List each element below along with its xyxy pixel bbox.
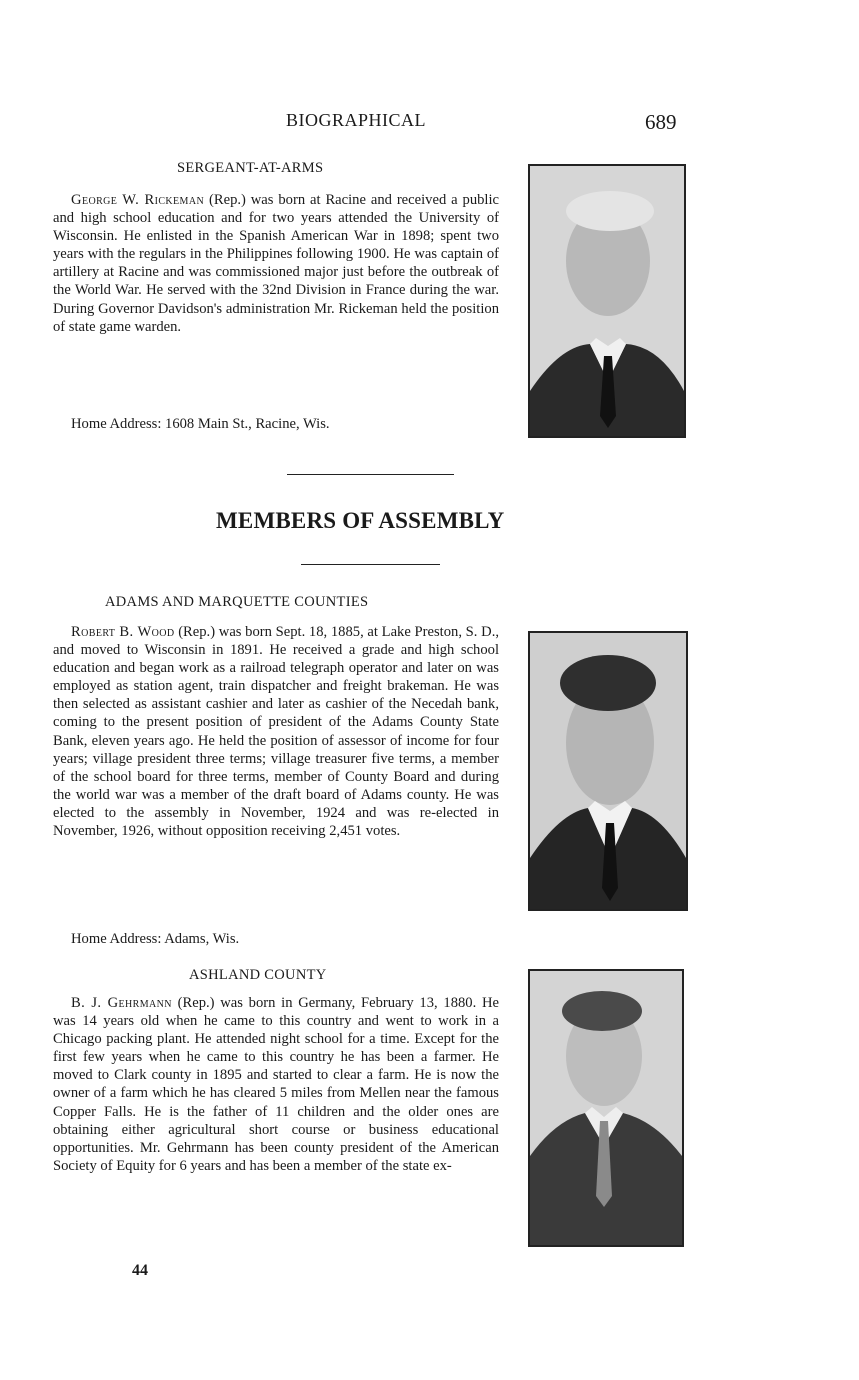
bio-text: (Rep.) was born in Germany, February 13, 1880. He was 14 years old when he came to this country and went to work in a Chicago packing plant. He attended night school for a time. Except for the first few years when he came to this country he has been a farmer. He moved to Clark county in 1895 and started to clear a farm. He is now the owner of a farm which he has cleared 5 miles from Mellen near the famous Copper Falls. He is the father of 11 children and the older ones are obtaining either agricultural short course or business educational opportunities. Mr. Gehrmann has been county president of the American Society of Equity for 6 years and has been a member of the state ex-	[53, 995, 499, 1174]
portrait-wood	[528, 631, 688, 911]
home-address-rickeman: Home Address: 1608 Main St., Racine, Wis.	[71, 416, 330, 432]
bio-text: (Rep.) was born Sept. 18, 1885, at Lake Preston, S. D., and moved to Wisconsin in 1891. He received a grade and high school education and began work as a railroad telegraph operator and later on was employed as station agent, train dispatcher and freight brakeman. He was then selected as assistant cashier and later as cashier of the Necedah bank, coming to the present position of president of the Adams County State Bank, eleven years ago. He held the position of assessor of income for four years; village president three terms; village treasurer five terms, a member of the school board for three terms, member of County Board and during the world war was a member of the draft board of Adams county. He was elected to the assembly in November, 1924 and was re-elected in November, 1926, without opposition receiving 2,451 votes.	[53, 624, 499, 840]
section-heading-adams-marquette: ADAMS AND MARQUETTE COUNTIES	[105, 594, 369, 610]
portrait-rickeman	[528, 164, 686, 438]
bio-gehrmann	[53, 994, 499, 1175]
page-title: MEMBERS OF ASSEMBLY	[216, 508, 505, 533]
bio-wood	[53, 623, 499, 840]
portrait-gehrmann	[528, 969, 684, 1247]
divider-rule	[287, 474, 454, 475]
running-head: BIOGRAPHICAL	[286, 110, 427, 130]
bio-name: Robert B. Wood	[71, 624, 175, 640]
bio-text: (Rep.) was born at Racine and received a public and high school education and for two years attended the University of Wisconsin. He enlisted in the Spanish American War in 1898; spent two years with the regulars in the Philippines following 1900. He was captain of artillery at Racine and was commissioned major just before the outbreak of the World War. He served with the 32nd Division in France during the war. During Governor Davidson's administration Mr. Rickeman held the position of state game warden.	[53, 192, 499, 335]
bio-name: B. J. Gehrmann	[71, 995, 172, 1011]
page-number: 689	[645, 110, 677, 134]
bio-name: George W. Rickeman	[71, 192, 205, 208]
folio-signature: 44	[132, 1262, 148, 1279]
home-address-wood: Home Address: Adams, Wis.	[71, 931, 240, 947]
bio-rickeman	[53, 191, 499, 336]
section-heading-sergeant-at-arms: SERGEANT-AT-ARMS	[177, 160, 324, 176]
section-heading-ashland: ASHLAND COUNTY	[189, 967, 327, 983]
divider-rule	[301, 564, 440, 565]
